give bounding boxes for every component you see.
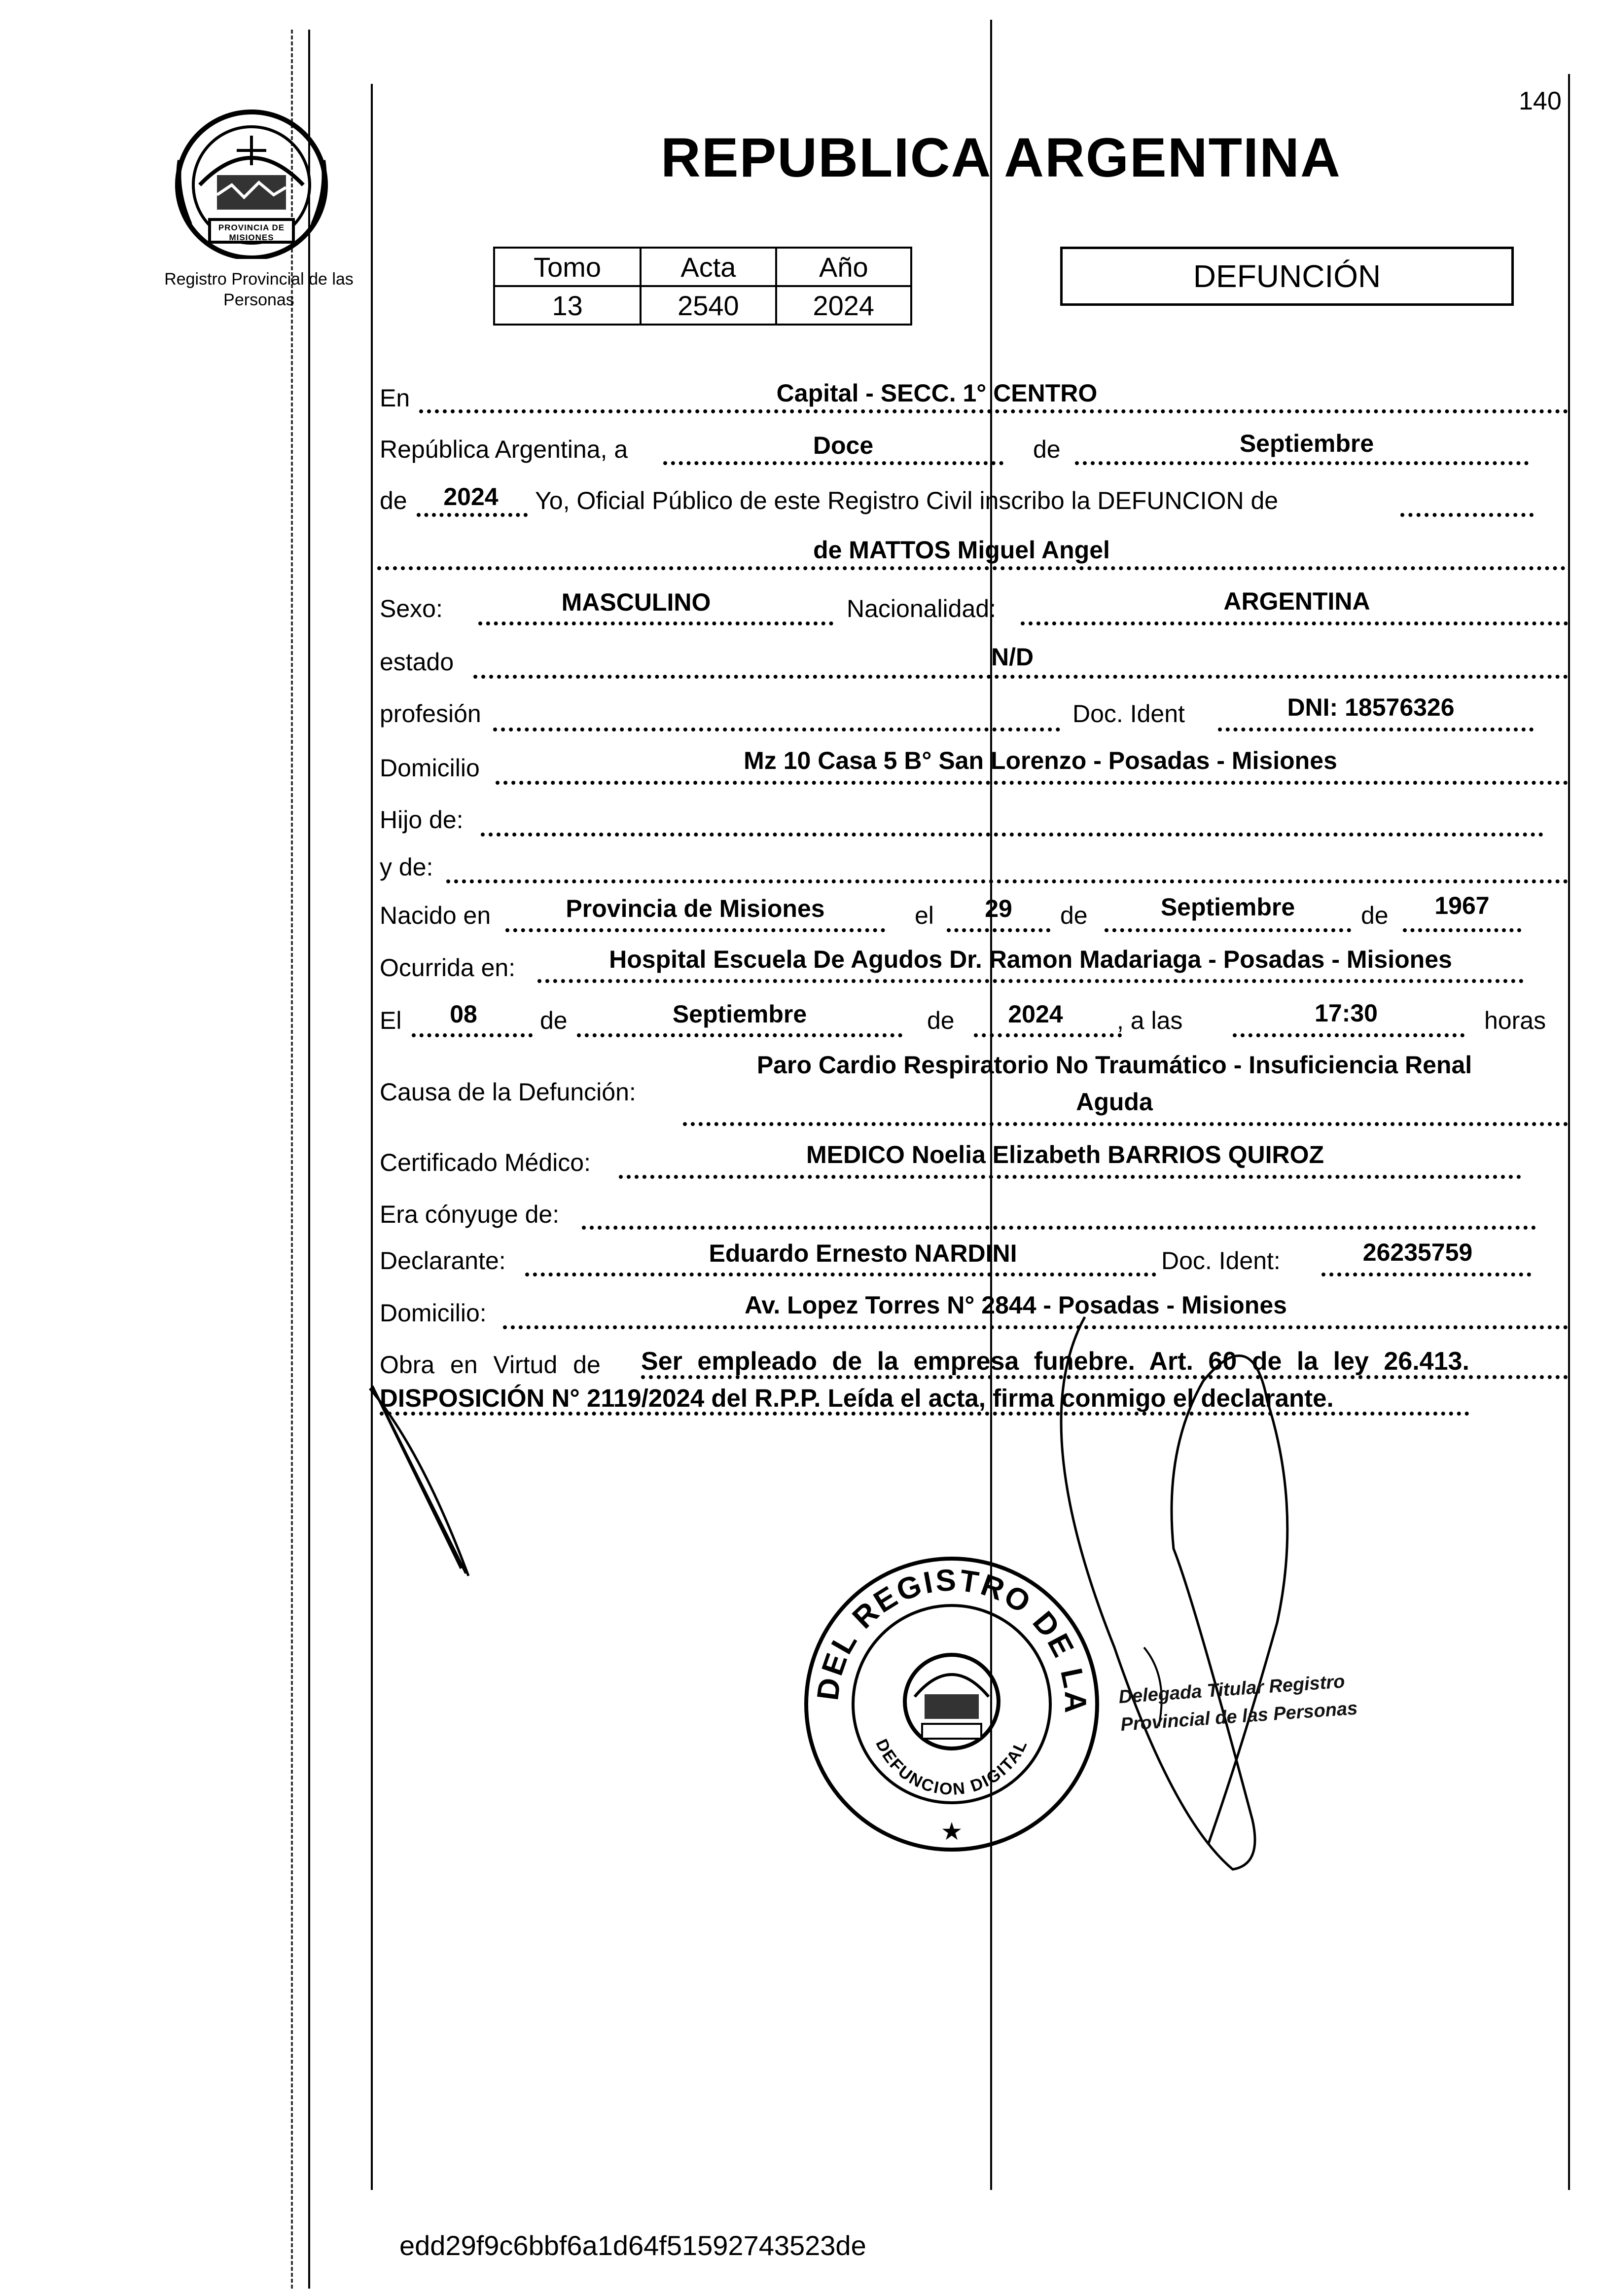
certificado-value: MEDICO Noelia Elizabeth BARRIOS QUIROZ <box>806 1141 1324 1168</box>
stamp-outer-text: DEL REGISTRO DE LA <box>811 1563 1093 1715</box>
official-signature-text: Delegada Titular Registro Provincial de las Personas <box>1118 1671 1358 1736</box>
registry-name: Registro Provincial de las Personas <box>164 270 354 309</box>
en-label: En <box>380 384 410 412</box>
certificado-label: Certificado Médico: <box>380 1149 591 1176</box>
estado-dotted-line <box>473 675 1568 679</box>
obra-label: Obra en Virtud de <box>380 1351 601 1379</box>
domicilio-label: Domicilio <box>380 754 480 782</box>
svg-text:DEFUNCION DIGITAL <box>872 1736 1031 1799</box>
de4-label: de <box>927 1007 955 1034</box>
birth-day: 29 <box>985 895 1012 922</box>
day-value: Doce <box>813 432 874 459</box>
coat-of-arms-logo <box>170 101 333 259</box>
table-header-tomo: Tomo <box>494 248 641 286</box>
official-text: Yo, Oficial Público de este Registro Civil inscribo la DEFUNCION de <box>535 487 1279 514</box>
estado-label: estado <box>380 648 454 676</box>
declarante-value: Eduardo Ernesto NARDINI <box>709 1239 1017 1267</box>
profesion-dotted-line <box>493 728 1060 731</box>
domicilio-dotted-line <box>496 781 1568 785</box>
sexo-value: MASCULINO <box>561 588 711 616</box>
a-las-label: , a las <box>1117 1007 1183 1034</box>
el-label: el <box>915 902 934 929</box>
obra-value-line1: Ser empleado de la empresa funebre. Art. 60 de la ley 26.413. <box>641 1347 1469 1376</box>
birth-year: 1967 <box>1434 892 1490 919</box>
month-dotted-line <box>1075 461 1529 465</box>
doc-ident2-label: Doc. Ident: <box>1161 1247 1281 1275</box>
de-label: de <box>1033 436 1061 463</box>
day-dotted-line <box>663 461 1003 465</box>
nacido-dotted-line <box>505 928 885 932</box>
official-dotted-line <box>1400 513 1534 517</box>
official-signature-scribble <box>1045 1302 1321 1894</box>
hijo-dotted-line <box>481 833 1543 837</box>
document-type-box: DEFUNCIÓN <box>1060 247 1514 306</box>
doc-ident-dotted-line <box>1218 728 1534 731</box>
en-value: Capital - SECC. 1° CENTRO <box>776 379 1098 407</box>
ocurrida-value: Hospital Escuela De Agudos Dr. Ramon Madariaga - Posadas - Misiones <box>609 946 1452 973</box>
birth-day-dotted-line <box>947 928 1050 932</box>
page-number: 140 <box>1519 87 1562 115</box>
declarante-dotted-line <box>525 1273 1156 1276</box>
table-cell-acta: 2540 <box>641 286 776 325</box>
horas-label: horas <box>1484 1007 1546 1034</box>
de1-label: de <box>1060 902 1088 929</box>
causa-dotted-line <box>683 1122 1568 1126</box>
document-hash: edd29f9c6bbf6a1d64f51592743523de <box>399 2230 866 2261</box>
page-title: REPUBLICA ARGENTINA <box>661 127 1341 188</box>
left-frame-line <box>308 30 310 2289</box>
form-left-border <box>371 84 373 2190</box>
nacido-label: Nacido en <box>380 902 491 929</box>
death-day: 08 <box>450 1000 477 1028</box>
table-cell-tomo: 13 <box>494 286 641 325</box>
table-cell-ano: 2024 <box>776 286 911 325</box>
month-value: Septiembre <box>1239 430 1374 457</box>
birth-year-dotted-line <box>1403 928 1521 932</box>
conyuge-dotted-line <box>582 1226 1536 1230</box>
domicilio-value: Mz 10 Casa 5 B° San Lorenzo - Posadas - Misiones <box>744 747 1337 774</box>
nacionalidad-label: Nacionalidad: <box>847 595 996 622</box>
sexo-dotted-line <box>478 621 833 625</box>
causa-line2: Aguda <box>1076 1088 1153 1116</box>
domicilio2-label: Domicilio: <box>380 1299 487 1327</box>
republica-label: República Argentina, a <box>380 436 628 463</box>
obra-value-line2: DISPOSICIÓN N° 2119/2024 del R.P.P. Leída el acta, firma conmigo el declarante. <box>380 1384 1334 1412</box>
deceased-name: de MATTOS Miguel Angel <box>813 536 1110 564</box>
nacionalidad-dotted-line <box>1021 621 1568 625</box>
death-time-dotted-line <box>1233 1033 1464 1037</box>
coat-of-arms-text: PROVINCIA DE MISIONES <box>218 223 285 242</box>
doc-ident2-value: 26235759 <box>1362 1239 1473 1266</box>
form-right-border <box>1568 74 1570 2190</box>
el2-label: El <box>380 1007 402 1034</box>
en-dotted-line <box>419 409 1568 413</box>
causa-line1: Paro Cardio Respiratorio No Traumático - Insuficiencia Renal <box>756 1051 1472 1079</box>
hijo-label: Hijo de: <box>380 806 464 834</box>
death-month: Septiembre <box>672 1000 807 1028</box>
table-row <box>494 248 911 286</box>
doc-ident-value: DNI: 18576326 <box>1287 693 1455 721</box>
year-value: 2024 <box>443 483 499 510</box>
record-meta-table <box>493 247 912 326</box>
death-year-dotted-line <box>974 1033 1122 1037</box>
death-month-dotted-line <box>577 1033 902 1037</box>
death-time: 17:30 <box>1315 999 1378 1027</box>
de2-label: de <box>1361 902 1389 929</box>
name-dotted-line <box>377 566 1566 570</box>
nacido-value: Provincia de Misiones <box>566 895 825 922</box>
de3-label: de <box>540 1007 568 1034</box>
stamp-star-icon: ★ <box>940 1817 963 1846</box>
ocurrida-dotted-line <box>537 979 1524 983</box>
table-header-acta: Acta <box>641 248 776 286</box>
stamp-inner-text: DEFUNCION DIGITAL <box>872 1736 1032 1799</box>
death-year: 2024 <box>1008 1000 1063 1028</box>
left-margin-line <box>291 30 293 2289</box>
domicilio2-dotted-line <box>503 1325 1568 1329</box>
doc-ident-label: Doc. Ident <box>1072 700 1185 728</box>
certificado-dotted-line <box>619 1175 1521 1179</box>
causa-label: Causa de la Defunción: <box>380 1078 636 1106</box>
domicilio2-value: Av. Lopez Torres N° 2844 - Posadas - Misiones <box>745 1291 1287 1319</box>
nacionalidad-value: ARGENTINA <box>1223 587 1370 615</box>
table-row <box>494 286 911 325</box>
birth-month-dotted-line <box>1105 928 1351 932</box>
birth-month: Septiembre <box>1160 893 1295 921</box>
y-de-dotted-line <box>446 879 1568 883</box>
declarant-signature <box>362 1376 491 1583</box>
profesion-label: profesión <box>380 700 481 728</box>
year-prefix-label: de <box>380 487 407 514</box>
year-dotted-line <box>417 513 528 517</box>
sexo-label: Sexo: <box>380 595 443 622</box>
ocurrida-label: Ocurrida en: <box>380 954 516 982</box>
conyuge-label: Era cónyuge de: <box>380 1201 560 1228</box>
declarante-label: Declarante: <box>380 1247 506 1275</box>
y-de-label: y de: <box>380 853 433 881</box>
death-day-dotted-line <box>412 1033 533 1037</box>
table-header-ano: Año <box>776 248 911 286</box>
estado-value: N/D <box>991 643 1034 671</box>
doc-ident2-dotted-line <box>1321 1273 1531 1276</box>
